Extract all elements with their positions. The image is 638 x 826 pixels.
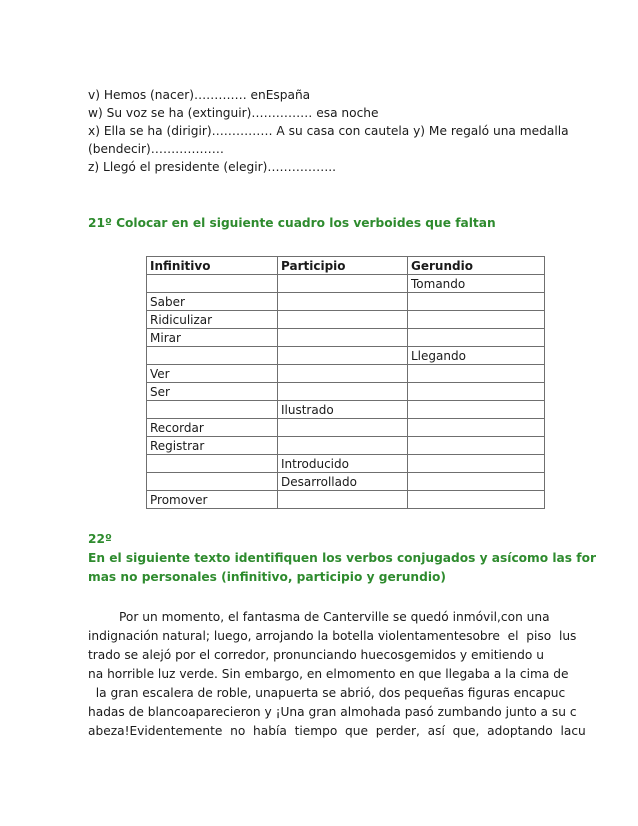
table-row — [147, 275, 545, 293]
table-row — [147, 311, 545, 329]
table-cell — [408, 311, 545, 329]
table-row — [147, 365, 545, 383]
table-cell: Desarrollado — [278, 473, 408, 491]
table-cell — [408, 383, 545, 401]
table-cell: Tomando — [408, 275, 545, 293]
header-gerundio: Gerundio — [408, 257, 545, 275]
exercise-line-w: w) Su voz se ha (extinguir)…………… esa noche — [88, 106, 379, 120]
section-22-instruction-1: En el siguiente texto identifiquen los verbos conjugados y asícomo las for — [88, 551, 596, 565]
table-cell — [408, 491, 545, 509]
section-21-title: 21º Colocar en el siguiente cuadro los verboides que faltan — [88, 216, 496, 230]
paragraph-line: na horrible luz verde. Sin embargo, en elmomento en que llegaba a la cima de — [88, 667, 569, 681]
table-row — [147, 473, 545, 491]
table-cell — [408, 401, 545, 419]
table-cell: Introducido — [278, 455, 408, 473]
table-cell — [278, 419, 408, 437]
paragraph-line: hadas de blancoaparecieron y ¡Una gran almohada pasó zumbando junto a su c — [88, 705, 577, 719]
section-22-number: 22º — [88, 532, 112, 546]
table-cell: Recordar — [147, 419, 278, 437]
table-cell — [408, 365, 545, 383]
table-row — [147, 383, 545, 401]
exercise-line-x-cont: (bendecir)……………… — [88, 142, 224, 156]
table-cell — [278, 293, 408, 311]
exercise-line-x: x) Ella se ha (dirigir)…………… A su casa con cautela y) Me regaló una medalla — [88, 124, 569, 138]
table-cell: Ilustrado — [278, 401, 408, 419]
paragraph-line: Por un momento, el fantasma de Canterville se quedó inmóvil,con una — [88, 610, 550, 624]
table-cell — [408, 437, 545, 455]
paragraph-line: trado se alejó por el corredor, pronunciando huecosgemidos y emitiendo u — [88, 648, 544, 662]
table-cell — [278, 437, 408, 455]
table-cell: Ver — [147, 365, 278, 383]
paragraph-line: indignación natural; luego, arrojando la botella violentamentesobre el piso lus — [88, 629, 577, 643]
header-infinitivo: Infinitivo — [147, 257, 278, 275]
table-row — [147, 437, 545, 455]
table-cell — [147, 401, 278, 419]
table-cell — [147, 347, 278, 365]
paragraph-line: la gran escalera de roble, unapuerta se abrió, dos pequeñas figuras encapuc — [88, 686, 566, 700]
table-cell — [147, 473, 278, 491]
table-cell — [147, 275, 278, 293]
table-cell — [278, 365, 408, 383]
table-cell — [278, 383, 408, 401]
table-cell — [408, 473, 545, 491]
table-row — [147, 455, 545, 473]
table-cell — [278, 491, 408, 509]
table-cell: Llegando — [408, 347, 545, 365]
table-cell — [408, 329, 545, 347]
table-cell — [408, 455, 545, 473]
paragraph-line: abeza!Evidentemente no había tiempo que perder, así que, adoptando lacu — [88, 724, 586, 738]
table-cell — [408, 419, 545, 437]
exercise-line-v: v) Hemos (nacer)…………. enEspaña — [88, 88, 311, 102]
table-cell — [278, 311, 408, 329]
exercise-line-z: z) Llegó el presidente (elegir)…………….. — [88, 160, 337, 174]
table-row — [147, 491, 545, 509]
table-cell: Registrar — [147, 437, 278, 455]
table-row — [147, 293, 545, 311]
header-participio: Participio — [278, 257, 408, 275]
table-cell — [408, 293, 545, 311]
table-cell — [147, 455, 278, 473]
table-cell — [278, 329, 408, 347]
table-row — [147, 419, 545, 437]
table-row — [147, 347, 545, 365]
table-cell: Promover — [147, 491, 278, 509]
table-cell: Ridiculizar — [147, 311, 278, 329]
verboides-table — [146, 256, 545, 509]
table-row — [147, 329, 545, 347]
table-header-row — [147, 257, 545, 275]
table-cell — [278, 275, 408, 293]
section-22-instruction-2: mas no personales (infinitivo, participio y gerundio) — [88, 570, 446, 584]
table-cell — [278, 347, 408, 365]
table-cell: Ser — [147, 383, 278, 401]
table-cell: Mirar — [147, 329, 278, 347]
table-row — [147, 401, 545, 419]
table-cell: Saber — [147, 293, 278, 311]
